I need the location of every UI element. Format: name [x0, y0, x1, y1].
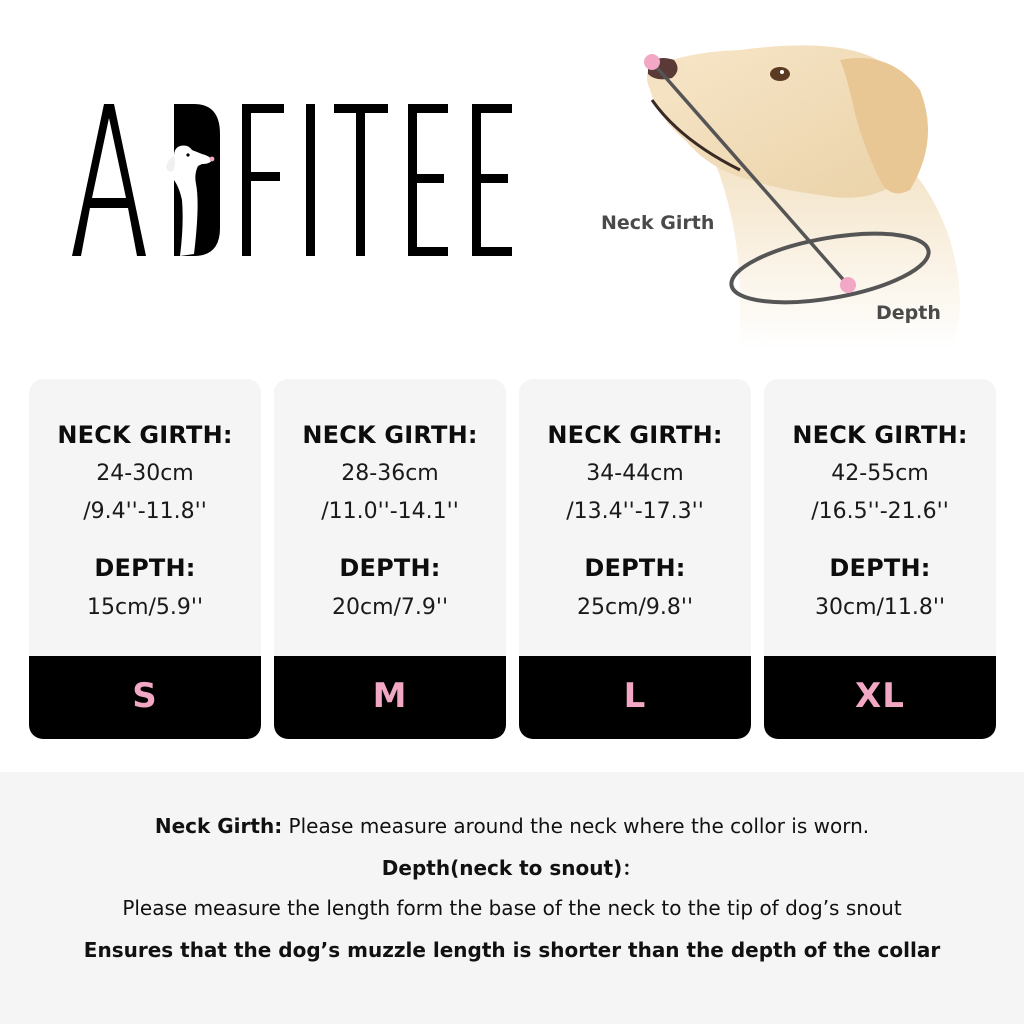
brand-logo-art — [70, 104, 520, 258]
depth-heading: DEPTH: — [339, 554, 441, 582]
neck-marker-icon — [840, 277, 856, 293]
neck-girth-cm: 42-55cm — [831, 461, 929, 486]
dog-head-illustration — [590, 30, 1010, 360]
neck-girth-heading: NECK GIRTH: — [547, 421, 723, 449]
size-band — [519, 656, 751, 739]
size-card-s — [29, 379, 261, 739]
depth-value: 30cm/11.8'' — [814, 595, 945, 620]
neck-girth-label: Neck Girth — [601, 212, 715, 234]
size-label: XL — [855, 676, 905, 716]
depth-label: Depth — [876, 302, 941, 324]
neck-girth-heading: NECK GIRTH: — [792, 421, 968, 449]
neck-girth-heading: NECK GIRTH: — [57, 421, 233, 449]
depth-heading: DEPTH: — [829, 554, 931, 582]
size-card-xl — [764, 379, 996, 739]
warning-note: Ensures that the dog’s muzzle length is shorter than the depth of the collar — [83, 938, 941, 962]
neck-girth-cm: 24-30cm — [96, 461, 194, 486]
dog-measurement-diagram — [590, 30, 1010, 360]
size-card-m — [274, 379, 506, 739]
size-card-body — [274, 379, 506, 656]
size-band — [29, 656, 261, 739]
brand-logo — [70, 104, 520, 258]
measurement-notes — [0, 772, 1024, 1024]
neck-girth-term: Neck Girth: — [154, 814, 283, 838]
neck-girth-cm: 34-44cm — [586, 461, 684, 486]
size-label: L — [623, 676, 647, 716]
depth-note-text: Please measure the length form the base of the neck to the tip of dog’s snout — [122, 896, 902, 920]
size-band — [764, 656, 996, 739]
neck-girth-in: /9.4''-11.8'' — [83, 499, 207, 524]
neck-girth-cm: 28-36cm — [341, 461, 439, 486]
neck-girth-in: /11.0''-14.1'' — [321, 499, 459, 524]
neck-girth-note — [0, 814, 1024, 838]
depth-heading: DEPTH: — [584, 554, 686, 582]
size-card-body — [519, 379, 751, 656]
size-card-body — [29, 379, 261, 656]
size-label: S — [132, 676, 158, 716]
snout-marker-icon — [644, 54, 660, 70]
neck-girth-in: /13.4''-17.3'' — [566, 499, 704, 524]
neck-girth-text: Please measure around the neck where the collor is worn. — [282, 814, 870, 838]
depth-value: 15cm/5.9'' — [86, 595, 203, 620]
size-card-l — [519, 379, 751, 739]
size-label: M — [372, 676, 408, 716]
size-band — [274, 656, 506, 739]
depth-value: 20cm/7.9'' — [331, 595, 448, 620]
size-card-body — [764, 379, 996, 656]
neck-girth-in: /16.5''-21.6'' — [811, 499, 949, 524]
depth-value: 25cm/9.8'' — [576, 595, 693, 620]
depth-note-heading: Depth(neck to snout)： — [381, 856, 643, 880]
depth-heading: DEPTH: — [94, 554, 196, 582]
neck-girth-heading: NECK GIRTH: — [302, 421, 478, 449]
